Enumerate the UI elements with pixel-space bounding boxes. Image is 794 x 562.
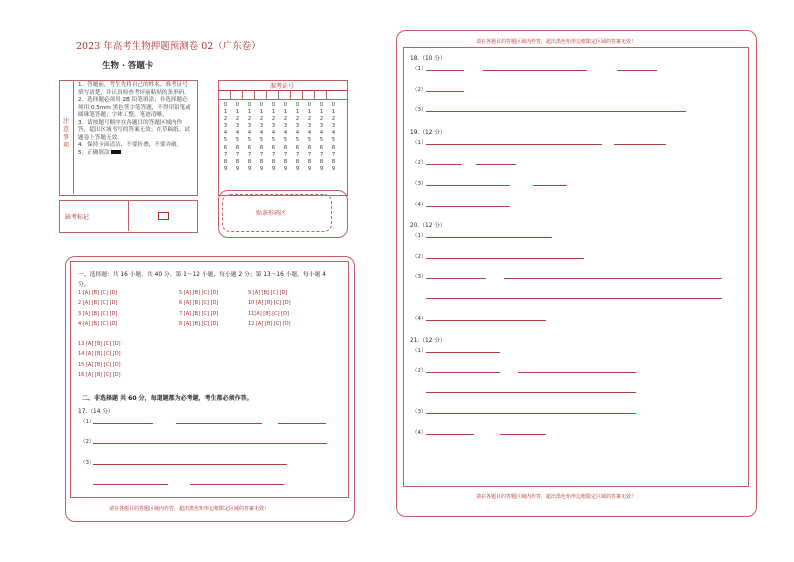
exam-id-digit[interactable]: 1 bbox=[271, 109, 276, 116]
q19-line-2a[interactable] bbox=[426, 164, 462, 165]
exam-id-column-6[interactable] bbox=[281, 102, 290, 173]
exam-id-digit[interactable]: 5 bbox=[223, 137, 228, 144]
exam-id-digit[interactable]: 7 bbox=[283, 151, 288, 158]
q20-part4-label: （4） bbox=[412, 316, 427, 322]
absent-label: 缺考标记 bbox=[65, 214, 90, 221]
q19-line-3a[interactable] bbox=[426, 185, 510, 186]
exam-id-digit[interactable]: 9 bbox=[307, 165, 312, 172]
exam-id-digit[interactable]: 6 bbox=[331, 144, 336, 151]
exam-id-digit[interactable]: 8 bbox=[247, 158, 252, 165]
exam-id-digit[interactable]: 1 bbox=[259, 109, 264, 116]
q19-line-2b[interactable] bbox=[476, 164, 516, 165]
exam-id-digit[interactable]: 0 bbox=[307, 102, 312, 108]
exam-id-digit[interactable]: 9 bbox=[259, 165, 264, 172]
q17-line-3b[interactable] bbox=[93, 484, 168, 485]
exam-id-digit[interactable]: 4 bbox=[319, 130, 324, 137]
exam-id-column-5[interactable] bbox=[269, 102, 278, 173]
page-subtitle: 生物 · 答题卡 bbox=[102, 61, 154, 71]
exam-id-digit[interactable]: 7 bbox=[247, 151, 252, 158]
exam-id-digit[interactable]: 8 bbox=[307, 158, 312, 165]
exam-id-digit[interactable]: 0 bbox=[235, 102, 240, 108]
exam-id-digit[interactable]: 8 bbox=[271, 158, 276, 165]
exam-id-digit[interactable]: 3 bbox=[223, 123, 228, 130]
exam-id-digit[interactable]: 9 bbox=[235, 165, 240, 172]
exam-id-digit[interactable]: 2 bbox=[319, 116, 324, 123]
q17-part1-label: （1） bbox=[80, 419, 95, 425]
exam-id-digit[interactable]: 8 bbox=[319, 158, 324, 165]
exam-id-digit[interactable]: 6 bbox=[247, 144, 252, 151]
exam-id-digit[interactable]: 3 bbox=[283, 123, 288, 130]
exam-id-digit[interactable]: 3 bbox=[235, 123, 240, 130]
exam-id-digit[interactable]: 5 bbox=[319, 137, 324, 144]
note-item-3: 3．请按题号顺序在各题目的答题区域内作答，超出区域书写的答案无效；在草稿纸、试题卷上答题无效。 bbox=[78, 119, 190, 141]
q21-head: 21.（12 分） bbox=[410, 338, 446, 344]
exam-id-digit[interactable]: 6 bbox=[271, 144, 276, 151]
q17-part3-label: （3） bbox=[80, 460, 95, 466]
exam-id-digit[interactable]: 5 bbox=[247, 137, 252, 144]
exam-id-digit[interactable]: 9 bbox=[223, 165, 228, 172]
mc-question-row[interactable]: 4 [A] [B] [C] [D] bbox=[78, 320, 118, 327]
right-warning-top: 请在各题目的答题区域内作答，超出黑色矩形边框限定区域的答案无效！ bbox=[476, 39, 637, 45]
q20-head: 20.（12 分） bbox=[410, 223, 446, 229]
exam-id-digit[interactable]: 5 bbox=[271, 137, 276, 144]
exam-id-digit[interactable]: 0 bbox=[319, 102, 324, 108]
exam-id-digit[interactable]: 6 bbox=[295, 144, 300, 151]
exam-id-digit[interactable]: 5 bbox=[259, 137, 264, 144]
exam-id-digit[interactable]: 1 bbox=[307, 109, 312, 116]
q21-line-3[interactable] bbox=[426, 413, 636, 414]
exam-id-digit[interactable]: 9 bbox=[319, 165, 324, 172]
mc-question-row[interactable]: 11[A] [B] [C] [D] bbox=[248, 310, 289, 317]
exam-id-digit[interactable]: 5 bbox=[307, 137, 312, 144]
q18-head: 18.（10 分） bbox=[410, 56, 446, 62]
left-warning: 请在各题目的答题区域内作答，超出黑色矩形边框限定区域的答案无效！ bbox=[109, 506, 270, 512]
exam-id-digit[interactable]: 4 bbox=[271, 130, 276, 137]
exam-id-digit[interactable]: 0 bbox=[283, 102, 288, 108]
exam-id-digit[interactable]: 0 bbox=[331, 102, 336, 108]
q19-part1-label: （1） bbox=[412, 140, 427, 146]
q17-line-3a[interactable] bbox=[93, 464, 287, 465]
exam-id-digit[interactable]: 5 bbox=[295, 137, 300, 144]
absent-checkbox[interactable] bbox=[158, 212, 169, 220]
exam-id-digit[interactable]: 6 bbox=[223, 144, 228, 151]
exam-id-digit[interactable]: 3 bbox=[331, 123, 336, 130]
q20-line-3c[interactable] bbox=[426, 298, 722, 299]
exam-id-digit[interactable]: 0 bbox=[259, 102, 264, 108]
exam-id-digit[interactable]: 7 bbox=[319, 151, 324, 158]
q21-part4-label: （4） bbox=[412, 430, 427, 436]
q17-head: 17.（14 分） bbox=[78, 409, 114, 415]
q18-part2-label: （2） bbox=[412, 87, 427, 93]
exam-id-digit[interactable]: 4 bbox=[283, 130, 288, 137]
exam-id-digit[interactable]: 4 bbox=[295, 130, 300, 137]
exam-id-digit[interactable]: 3 bbox=[259, 123, 264, 130]
mc-question-row[interactable]: 7 [A] [B] [C] [D] bbox=[179, 310, 219, 317]
exam-id-digit[interactable]: 7 bbox=[331, 151, 336, 158]
exam-id-column-1[interactable] bbox=[221, 102, 230, 173]
exam-id-digit[interactable]: 7 bbox=[235, 151, 240, 158]
section1-heading: 一、选择题：共 16 小题，共 40 分。第 1～12 小题，每小题 2 分；第 13～16 小题，每小题 4 分。 bbox=[78, 272, 326, 288]
q19-line-4[interactable] bbox=[426, 206, 510, 207]
q17-line-3c[interactable] bbox=[190, 484, 284, 485]
exam-id-digit[interactable]: 2 bbox=[331, 116, 336, 123]
exam-id-digit[interactable]: 7 bbox=[307, 151, 312, 158]
mc-question-row[interactable]: 15 [A] [B] [C] [D] bbox=[78, 361, 121, 368]
exam-id-digit[interactable]: 2 bbox=[223, 116, 228, 123]
q20-line-4[interactable] bbox=[426, 320, 546, 321]
q17-line-1b[interactable] bbox=[176, 423, 262, 424]
exam-id-digit[interactable]: 2 bbox=[247, 116, 252, 123]
left-answer-inner bbox=[70, 261, 349, 498]
exam-id-digit[interactable]: 4 bbox=[235, 130, 240, 137]
exam-id-digit[interactable]: 8 bbox=[283, 158, 288, 165]
note-item-1: 1．答题前，考生先将自己的姓名，准考证号填写清楚，并认真检查考评前粘贴的条形码。 bbox=[78, 82, 190, 96]
exam-id-column-10[interactable] bbox=[329, 102, 338, 173]
right-answer-inner bbox=[403, 47, 749, 487]
exam-id-digit[interactable]: 1 bbox=[319, 109, 324, 116]
exam-id-digit[interactable]: 3 bbox=[319, 123, 324, 130]
q17-line-1a[interactable] bbox=[93, 423, 153, 424]
exam-id-digit[interactable]: 9 bbox=[247, 165, 252, 172]
exam-id-digit[interactable]: 4 bbox=[307, 130, 312, 137]
exam-id-digit[interactable]: 9 bbox=[295, 165, 300, 172]
notes-side-label: 注意事项 bbox=[62, 118, 69, 149]
exam-id-digit[interactable]: 8 bbox=[235, 158, 240, 165]
exam-id-digit[interactable]: 1 bbox=[295, 109, 300, 116]
mc-question-row[interactable]: 12 [A] [B] [C] [D] bbox=[248, 320, 291, 327]
exam-id-digit[interactable]: 3 bbox=[307, 123, 312, 130]
q18-line-2[interactable] bbox=[426, 91, 464, 92]
q18-part1-label: （1） bbox=[412, 66, 427, 72]
exam-id-digit[interactable]: 8 bbox=[331, 158, 336, 165]
exam-id-digit[interactable]: 5 bbox=[331, 137, 336, 144]
q21-part3-label: （3） bbox=[412, 409, 427, 415]
q21-line-4a[interactable] bbox=[426, 434, 474, 435]
exam-id-digit[interactable]: 0 bbox=[295, 102, 300, 108]
q20-line-2[interactable] bbox=[426, 258, 584, 259]
exam-id-digit[interactable]: 3 bbox=[271, 123, 276, 130]
q17-line-2[interactable] bbox=[93, 443, 327, 444]
exam-id-column-3[interactable] bbox=[245, 102, 254, 173]
exam-id-column-9[interactable] bbox=[317, 102, 326, 173]
exam-id-digit[interactable]: 5 bbox=[283, 137, 288, 144]
q19-head: 19.（12 分） bbox=[410, 130, 446, 136]
mc-question-row[interactable]: 3 [A] [B] [C] [D] bbox=[78, 310, 118, 317]
section2-heading: 二、非选择题 共 60 分，每道题都为必考题，考生都必须作答。 bbox=[82, 395, 253, 402]
exam-id-digit[interactable]: 6 bbox=[307, 144, 312, 151]
q19-part4-label: （4） bbox=[412, 202, 427, 208]
q19-part3-label: （3） bbox=[412, 181, 427, 187]
exam-id-digit[interactable]: 8 bbox=[223, 158, 228, 165]
exam-id-digit[interactable]: 3 bbox=[295, 123, 300, 130]
q20-line-1[interactable] bbox=[426, 237, 552, 238]
exam-id-digit[interactable]: 4 bbox=[331, 130, 336, 137]
q21-line-2c[interactable] bbox=[426, 392, 636, 393]
exam-id-digit[interactable]: 3 bbox=[247, 123, 252, 130]
exam-id-digit[interactable]: 4 bbox=[247, 130, 252, 137]
q20-line-3b[interactable] bbox=[504, 278, 722, 279]
q21-line-2a[interactable] bbox=[426, 372, 500, 373]
mc-question-row[interactable]: 5 [A] [B] [C] [D] bbox=[179, 290, 219, 296]
notes-list bbox=[78, 82, 193, 157]
mc-question-row[interactable]: 14 [A] [B] [C] [D] bbox=[78, 351, 121, 358]
q21-line-1[interactable] bbox=[426, 352, 500, 353]
q21-part2-label: （2） bbox=[412, 368, 427, 374]
exam-id-digit[interactable]: 2 bbox=[259, 116, 264, 123]
page-title: 2023 年高考生物押题预测卷 02（广东卷） bbox=[76, 41, 261, 52]
mc-question-row[interactable]: 16 [A] [B] [C] [D] bbox=[78, 371, 121, 378]
exam-id-digit[interactable]: 1 bbox=[247, 109, 252, 116]
exam-id-column-8[interactable] bbox=[305, 102, 314, 173]
q19-part2-label: （2） bbox=[412, 160, 427, 166]
note-item-4: 4．保持卡面清洁，不要折叠，不要弄破。 bbox=[78, 142, 183, 148]
exam-id-digit[interactable]: 5 bbox=[235, 137, 240, 144]
q17-part2-label: （2） bbox=[80, 439, 95, 445]
exam-id-digit[interactable]: 1 bbox=[331, 109, 336, 116]
q17-line-1c[interactable] bbox=[278, 423, 326, 424]
exam-id-column-4[interactable] bbox=[257, 102, 266, 173]
q21-line-2b[interactable] bbox=[518, 372, 636, 373]
exam-id-digit[interactable]: 6 bbox=[283, 144, 288, 151]
q19-line-1b[interactable] bbox=[614, 144, 666, 145]
exam-id-digit[interactable]: 2 bbox=[235, 116, 240, 123]
mc-question-row[interactable]: 13 [A] [B] [C] [D] bbox=[78, 341, 121, 347]
exam-id-digit[interactable]: 7 bbox=[223, 151, 228, 158]
exam-id-digit[interactable]: 0 bbox=[223, 102, 228, 108]
fill-sample-icon bbox=[111, 150, 121, 154]
exam-id-digit[interactable]: 7 bbox=[295, 151, 300, 158]
exam-id-label: 准考证号 bbox=[269, 83, 294, 90]
mc-question-row[interactable]: 8 [A] [B] [C] [D] bbox=[179, 320, 219, 327]
exam-id-digit[interactable]: 9 bbox=[271, 165, 276, 172]
q18-line-1b[interactable] bbox=[483, 70, 587, 71]
exam-id-digit[interactable]: 1 bbox=[223, 109, 228, 116]
q18-line-1a[interactable] bbox=[426, 70, 464, 71]
exam-id-digit[interactable]: 9 bbox=[283, 165, 288, 172]
exam-id-column-7[interactable] bbox=[293, 102, 302, 173]
exam-id-digit[interactable]: 2 bbox=[283, 116, 288, 123]
mc-question-row[interactable]: 10 [A] [B] [C] [D] bbox=[248, 300, 291, 307]
exam-id-digit[interactable]: 6 bbox=[259, 144, 264, 151]
q20-part1-label: （1） bbox=[412, 233, 427, 239]
right-warning-bottom: 请在各题目的答题区域内作答，超出黑色矩形边框限定区域的答案无效！ bbox=[476, 494, 637, 500]
exam-id-digit[interactable]: 6 bbox=[319, 144, 324, 151]
exam-id-digit[interactable]: 0 bbox=[247, 102, 252, 108]
q20-part2-label: （2） bbox=[412, 254, 427, 260]
exam-id-digit[interactable]: 4 bbox=[259, 130, 264, 137]
q18-part3-label: （3） bbox=[412, 107, 427, 113]
note-item-5: 5．正确填涂 bbox=[78, 150, 193, 158]
exam-id-digit[interactable]: 2 bbox=[307, 116, 312, 123]
exam-id-digit[interactable]: 1 bbox=[235, 109, 240, 116]
q20-line-3a[interactable] bbox=[426, 278, 486, 279]
exam-id-digit[interactable]: 6 bbox=[235, 144, 240, 151]
q19-line-1a[interactable] bbox=[426, 144, 602, 145]
note-item-2: 2．选择题必须用 2B 铅笔填涂；非选择题必须用 0.5mm 黑色签字笔答题，不得用铅笔或圆珠笔答题；字体工整，笔迹清晰。 bbox=[78, 97, 191, 118]
mc-question-row[interactable]: 1 [A] [B] [C] [D] bbox=[78, 290, 118, 296]
exam-id-digit[interactable]: 2 bbox=[295, 116, 300, 123]
exam-id-digit[interactable]: 9 bbox=[331, 165, 336, 172]
exam-id-digit[interactable]: 8 bbox=[295, 158, 300, 165]
exam-id-column-2[interactable] bbox=[233, 102, 242, 173]
exam-id-digit[interactable]: 0 bbox=[271, 102, 276, 108]
q19-line-3b[interactable] bbox=[533, 185, 567, 186]
exam-id-digit[interactable]: 4 bbox=[223, 130, 228, 137]
q18-line-3[interactable] bbox=[426, 111, 686, 112]
exam-id-digit[interactable]: 7 bbox=[271, 151, 276, 158]
q21-part1-label: （1） bbox=[412, 348, 427, 354]
q21-line-4b[interactable] bbox=[500, 434, 546, 435]
q18-line-1c[interactable] bbox=[617, 70, 657, 71]
mc-question-row[interactable]: 2 [A] [B] [C] [D] bbox=[78, 300, 118, 307]
q20-part3-label: （3） bbox=[412, 274, 427, 280]
exam-id-digit[interactable]: 2 bbox=[271, 116, 276, 123]
mc-question-row[interactable]: 9 [A] [B] [C] [D] bbox=[248, 290, 288, 296]
exam-id-digit[interactable]: 8 bbox=[259, 158, 264, 165]
mc-question-row[interactable]: 6 [A] [B] [C] [D] bbox=[179, 300, 219, 307]
barcode-label: 贴条形码区 bbox=[256, 210, 287, 217]
exam-id-digit[interactable]: 1 bbox=[283, 109, 288, 116]
exam-id-digit[interactable]: 7 bbox=[259, 151, 264, 158]
